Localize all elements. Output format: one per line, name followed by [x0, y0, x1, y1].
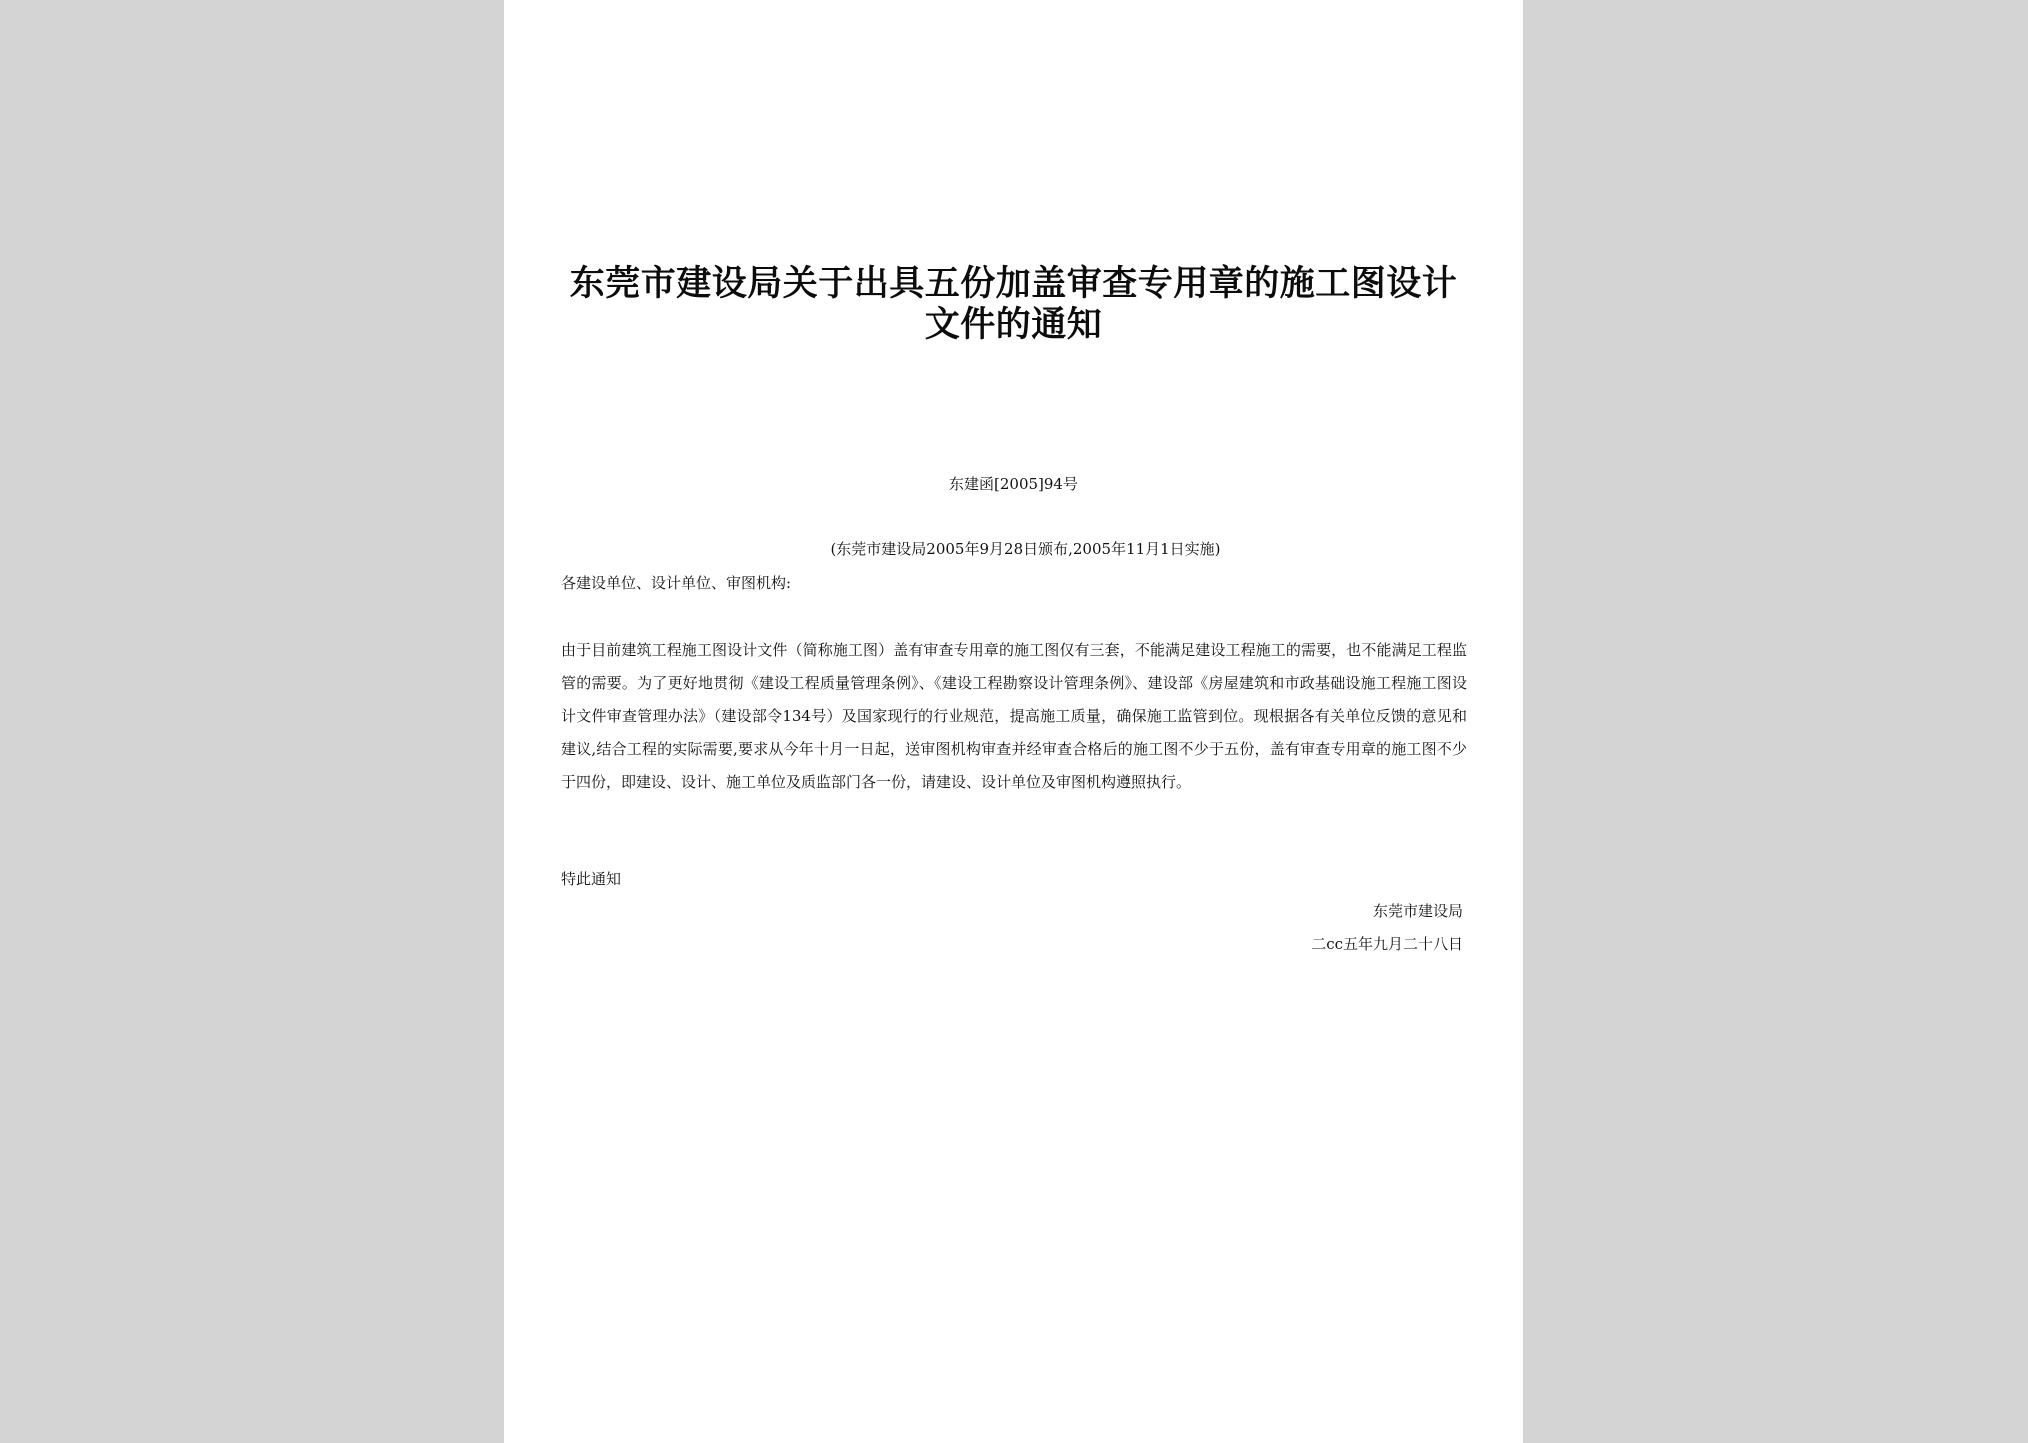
closing-line: 特此通知	[561, 870, 622, 888]
signature-date: 二cc五年九月二十八日	[1311, 935, 1463, 953]
issuance-note: (东莞市建设局2005年9月28日颁布,2005年11月1日实施)	[830, 540, 1221, 558]
body-paragraph: 由于目前建筑工程施工图设计文件（简称施工图）盖有审查专用章的施工图仅有三套，不能满足建设工程施工的需要，也不能满足工程监管的需要。为了更好地贯彻《建设工程质量管理条例》、《建设工程勘察设计管理条例》、建设部《房屋建筑和市政基础设施工程施工图设计文件审查管理办法》（建设部令134号）及国家现行的行业规范，提高施工质量，确保施工监管到位。现根据各有关单位反馈的意见和建议,结合工程的实际需要,要求从今年十月一日起，送审图机构审查并经审查合格后的施工图不少于五份，盖有审查专用章的施工图不少于四份，即建设、设计、施工单位及质监部门各一份，请建设、设计单位及审图机构遵照执行。	[561, 641, 1467, 791]
document-title: 东莞市建设局关于出具五份加盖审查专用章的施工图设计文件的通知	[569, 264, 1458, 345]
document-number: 东建函[2005]94号	[949, 475, 1078, 493]
addressee: 各建设单位、设计单位、审图机构:	[561, 574, 792, 592]
document-page	[504, 0, 1523, 1443]
signer: 东莞市建设局	[1372, 902, 1463, 920]
